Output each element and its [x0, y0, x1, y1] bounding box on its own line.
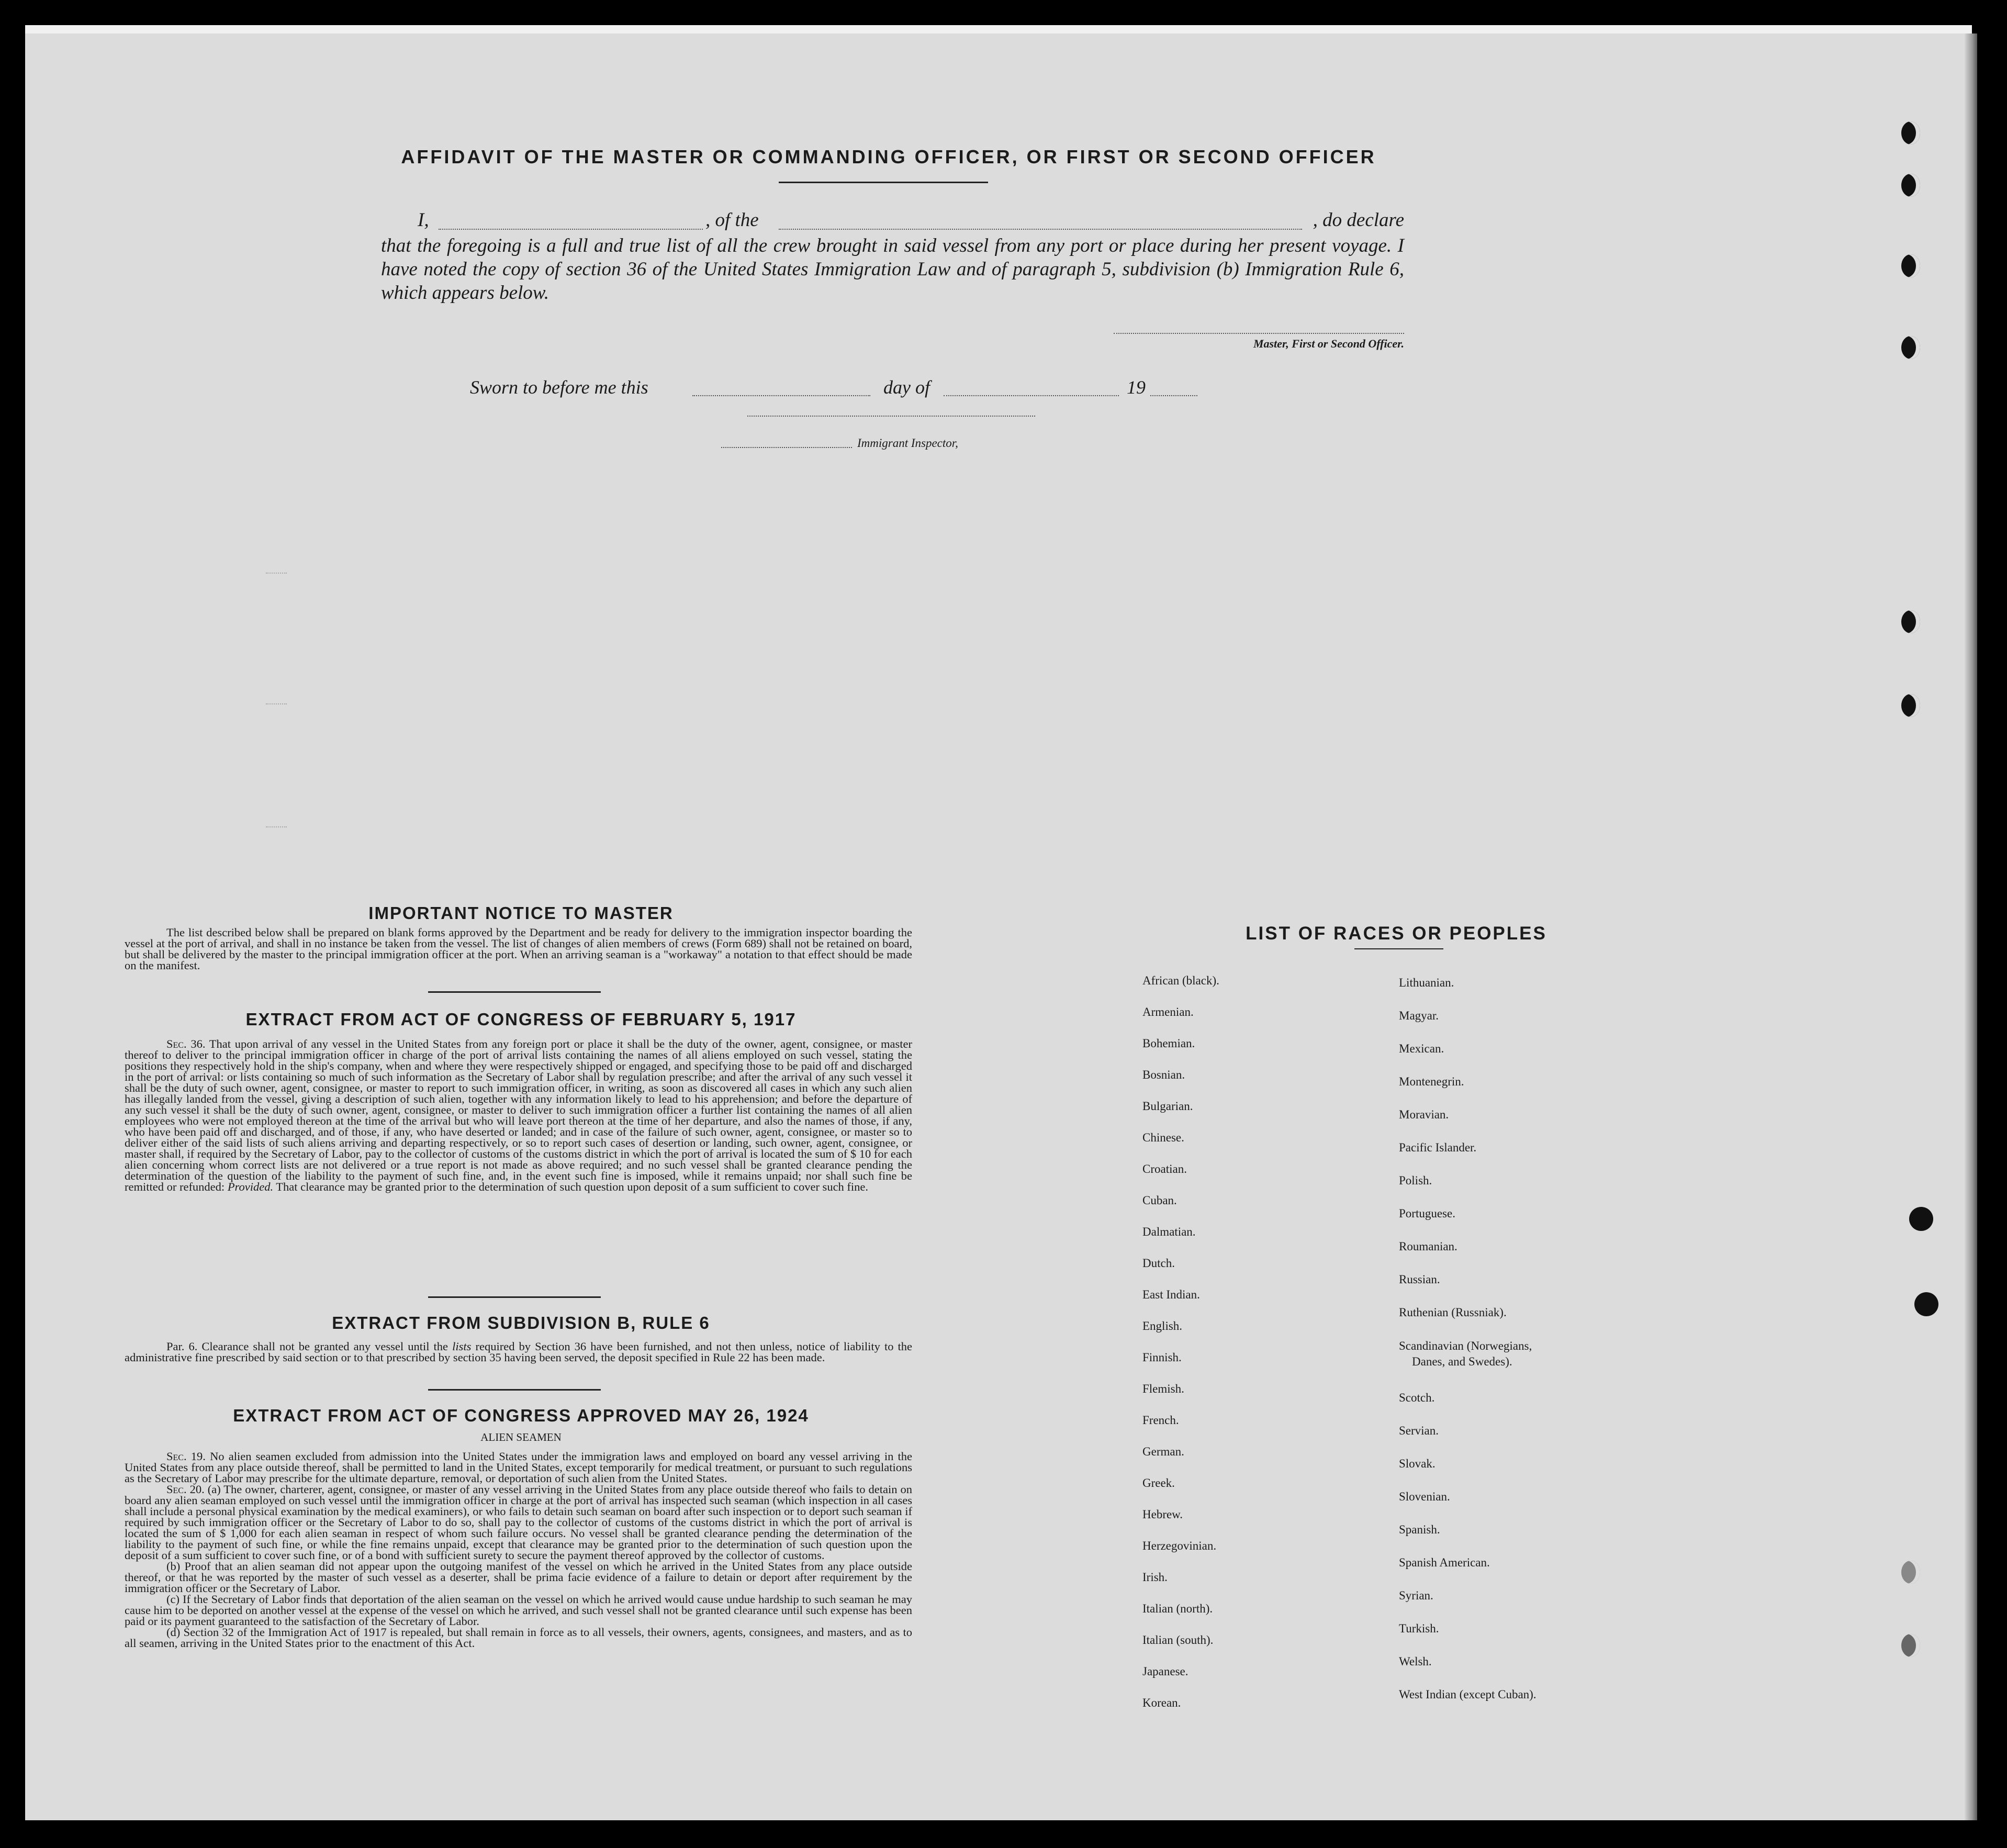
race-item: Italian (south). [1142, 1633, 1214, 1647]
races-left-column [1142, 965, 1219, 1719]
extract-1917-title: EXTRACT FROM ACT OF CONGRESS OF FEBRUARY 5, 1917 [245, 1010, 797, 1029]
extract-rule6-text [125, 1341, 912, 1363]
form-page [25, 25, 1972, 1820]
notice-divider [428, 991, 601, 993]
sworn-day-blank[interactable] [692, 395, 870, 396]
faint-line-1 [266, 573, 287, 574]
race-item: Portuguese. [1399, 1207, 1455, 1220]
race-item: Ruthenian (Russniak). [1399, 1306, 1507, 1319]
sworn-prefix: Sworn to before me this [470, 377, 648, 398]
races-underline [1354, 948, 1443, 949]
sworn-line [470, 376, 1203, 400]
race-item: Danes, and Swedes). [1412, 1355, 1512, 1368]
race-item: Mexican. [1399, 1042, 1444, 1055]
declare-of-the: , of the [705, 209, 759, 231]
extract-rule6-title: EXTRACT FROM SUBDIVISION B, RULE 6 [332, 1313, 710, 1332]
declare-declare: , do declare [1313, 209, 1404, 231]
race-item: Pacific Islander. [1399, 1141, 1477, 1154]
extract-1924-text [125, 1451, 912, 1649]
sec-20-label: Sec. 20. [166, 1483, 205, 1496]
race-item: French. [1142, 1414, 1179, 1427]
race-item: Scotch. [1399, 1391, 1435, 1404]
race-item: English. [1142, 1319, 1183, 1332]
race-item: Montenegrin. [1399, 1075, 1464, 1088]
extract-1924-subtitle: ALIEN SEAMEN [480, 1431, 562, 1443]
inspector-label [857, 436, 1119, 450]
race-item: Italian (north). [1142, 1602, 1213, 1615]
sworn-month-blank[interactable] [944, 395, 1119, 396]
par-6-text-b: required by Section 36 have been furnished, and not then unless, notice of liability to the administrative fine prescribed by said section or to that prescribed by section 35 having been served, the deposit specified in Rule 22 has been made. [125, 1340, 913, 1364]
notice-title: IMPORTANT NOTICE TO MASTER [368, 903, 674, 923]
sec-20d-text: (d) Section 32 of the Immigration Act of 1917 is repealed, but shall remain in force as to all vessels, their owners, agents, consignees, and masters, and as to all seamen, arriving in the United States prior to the enactment of this Act. [125, 1626, 912, 1650]
race-item: Welsh. [1399, 1655, 1432, 1668]
race-item: Turkish. [1399, 1622, 1439, 1635]
sworn-day-of: day of [883, 377, 930, 398]
races-right-column [1399, 966, 1537, 1711]
race-item: East Indian. [1142, 1288, 1200, 1301]
race-item: West Indian (except Cuban). [1399, 1688, 1537, 1701]
vessel-blank[interactable] [779, 229, 1302, 230]
race-item: Armenian. [1142, 1005, 1194, 1018]
extract-1917-divider [428, 1296, 601, 1298]
race-item: Herzegovinian. [1142, 1539, 1217, 1552]
punch-hole-8 [1914, 1292, 1938, 1316]
par-6-lists: lists [452, 1340, 472, 1353]
declare-line [381, 209, 1404, 232]
extract-1924-title: EXTRACT FROM ACT OF CONGRESS APPROVED MAY 26, 1924 [233, 1406, 809, 1425]
races-title: LIST OF RACES OR PEOPLES [1246, 923, 1547, 944]
race-item: Bulgarian. [1142, 1100, 1193, 1113]
par-6-text-a: Clearance shall not be granted any vessel until the [201, 1340, 449, 1353]
race-item: Polish. [1399, 1174, 1432, 1187]
race-item: Finnish. [1142, 1351, 1182, 1364]
race-item: Chinese. [1142, 1131, 1184, 1144]
race-item: Hebrew. [1142, 1508, 1183, 1521]
notice-text [125, 927, 912, 971]
faint-line-2 [266, 703, 287, 704]
sec-20b-text: (b) Proof that an alien seaman did not appear upon the outgoing manifest of the vessel on which he arrived in the United States from any place outside thereof, or that he was reported by the master of such vessel as a deserter, shall be prima facie evidence of a failure to detain or deport after requirement by the immigration officer or the Secretary of Labor. [125, 1560, 912, 1595]
race-item: Servian. [1399, 1424, 1439, 1437]
punch-hole-6 [1901, 694, 1920, 717]
race-item: Japanese. [1142, 1665, 1188, 1678]
race-item: Magyar. [1399, 1009, 1439, 1022]
sec-19-text: No alien seamen excluded from admission into the United States under the immigration laws and employed on board any vessel arriving in the United States from any place outside thereof, shall be permitted to land in the United States, except temporarily for medical treatment, or pursuant to such regulations as the Secretary of Labor may prescribe for the ultimate departure, removal, or deportation of such alien from the United States. [125, 1450, 912, 1485]
inspector-signature-line[interactable] [747, 416, 1035, 417]
punch-hole-2 [1901, 174, 1920, 197]
sec-20a-text: (a) The owner, charterer, agent, consignee, or master of any vessel arriving in the United States from any place outside thereof who fails to detain on board any alien seaman employed on such vessel until the immigration officer in charge at the port of arrival has inspected such seaman (which inspection in all cases shall include a personal physical examination by the medical examiners), or who fails to detain such seaman on board after such inspection or to deport such seaman if required by such immigration officer or the Secretary of Labor to do so, shall pay to the collector of customs of the customs district in which the port of arrival is located the sum of $ 1,000 for each alien seaman in respect of whom such failure occurs. No vessel shall be granted clearance pending the determination of the liability to the payment of such fine, or while the fine remains unpaid, except that clearance may be granted prior to the determination of such question upon the deposit of a sum sufficient to cover such fine, or of a bond with sufficient surety to secure the payment thereof approved by the collector of customs. [125, 1483, 912, 1562]
race-item: Spanish American. [1399, 1556, 1490, 1569]
name-blank[interactable] [439, 229, 703, 230]
declare-i: I, [418, 209, 429, 231]
punch-hole-10 [1901, 1634, 1920, 1657]
race-item: Syrian. [1399, 1589, 1433, 1602]
sec-36-provided: Provided. [227, 1180, 274, 1193]
extract-1917-text [125, 1038, 912, 1192]
race-item: Croatian. [1142, 1162, 1187, 1175]
affidavit-title: AFFIDAVIT OF THE MASTER OR COMMANDING OFFICER, OR FIRST OR SECOND OFFICER [401, 146, 1376, 167]
punch-hole-1 [1901, 121, 1920, 144]
sworn-year-blank[interactable] [1150, 395, 1197, 396]
race-item: Cuban. [1142, 1194, 1177, 1207]
race-item: African (black). [1142, 974, 1219, 987]
race-item: Greek. [1142, 1476, 1175, 1489]
race-item: Scandinavian (Norwegians, [1399, 1339, 1532, 1352]
sec-20c-text: (c) If the Secretary of Labor finds that deportation of the alien seaman on the vessel on which he arrived would cause undue hardship to such seaman he may cause him to be deported on another vessel at the expense of the vessel on which he arrived, and such vessel shall not be granted clearance until such expense has been paid or its payment guaranteed to the satisfaction of the Secretary of Labor. [125, 1593, 912, 1628]
race-item: German. [1142, 1445, 1184, 1458]
race-item: Slovak. [1399, 1457, 1436, 1470]
par-6-label: Par. 6. [166, 1340, 198, 1353]
affidavit-body: that the foregoing is a full and true list of all the crew brought in said vessel from any port or place during her present voyage. I have noted the copy of section 36 of the United States Immigration Law and of paragraph 5, subdivision (b) Immigration Rule 6, which appears below. [381, 235, 1404, 304]
notice-paragraph: The list described below shall be prepared on blank forms approved by the Department and be ready for delivery to the immigration inspector boarding the vessel at the port of arrival, and shall in no instance be taken from the vessel. The list of changes of alien members of crews (Form 689) shall not be retained on board, but shall be delivered by the master to the principal immigration officer at the port. When an arriving seaman is a "workaway" a notation to that effect should be made on the manifest. [125, 926, 912, 972]
race-item: Lithuanian. [1399, 976, 1454, 989]
race-item: Russian. [1399, 1273, 1440, 1286]
faint-line-3 [266, 826, 287, 827]
sworn-year: 19 [1127, 377, 1146, 398]
race-item: Spanish. [1399, 1523, 1440, 1536]
punch-hole-4 [1901, 336, 1920, 359]
race-item: Slovenian. [1399, 1490, 1450, 1503]
sec-36-text-b: That clearance may be granted prior to the determination of such question upon deposit of a sum sufficient to cover such fine. [276, 1180, 869, 1193]
punch-hole-7 [1909, 1207, 1933, 1231]
master-signature-line[interactable] [1114, 333, 1404, 334]
race-item: Bohemian. [1142, 1037, 1195, 1050]
race-item: Korean. [1142, 1696, 1181, 1709]
sec-36-text-a: That upon arrival of any vessel in the United States from any foreign port or place it shall be the duty of the owner, agent, consignee, or master thereof to deliver to the principal immigration officer in charge of the port of arrival lists containing the names of all aliens employed on such vessel, stating the positions they respectively hold in the ship's company, when and where they were respectively shipped or engaged, and specifying those to be paid off and discharged in the port of arrival: or lists containing so much of such information as the Secretary of Labor shall by regulation prescribe; and after the arrival of any such vessel it shall be the duty of such owner, agent, consignee, or master to report to such immigration officer, in writing, as soon as discovered all cases in which any such alien has illegally landed from the vessel, giving a description of such alien, together with any information likely to lead to his apprehension; and before the departure of any such vessel it shall be the duty of such owner, agent, consignee, or master to deliver to such immigration officer a further list containing the names of all alien employees who were not employed thereon at the time of the arrival but who will leave port thereon at the time of her departure, and also the names of those, if any, who have been paid off and discharged, and of those, if any, who have deserted or landed; and in case of the failure of such owner, agent, consignee, or master so to deliver either of the said lists of such aliens arriving and departing respectively, or so to report such cases of desertion or landing, such owner, agent, consignee, or master shall, if required by the Secretary of Labor, pay to the collector of customs of the customs district in which the port of arrival is located the sum of $ 10 for each alien concerning whom correct lists are not delivered or a true report is not made as above required; and no such vessel shall be granted clearance pending the determination of the question of the liability to the payment of such fine, and, in the event such fine is imposed, while it remains unpaid; nor shall such fine be remitted or refunded: [125, 1037, 913, 1193]
title-underline [779, 182, 988, 183]
race-item: Roumanian. [1399, 1240, 1457, 1253]
sec-36-label: Sec. 36. [166, 1037, 206, 1050]
race-item: Moravian. [1399, 1108, 1449, 1121]
race-item: Flemish. [1142, 1382, 1184, 1395]
punch-hole-5 [1901, 610, 1920, 633]
punch-hole-3 [1901, 254, 1920, 277]
master-signature-label: Master, First or Second Officer. [1253, 337, 1404, 350]
race-item: Bosnian. [1142, 1068, 1185, 1081]
race-item: Dutch. [1142, 1257, 1175, 1270]
inspector-label-text: Immigrant Inspector, [857, 436, 958, 450]
inspector-prefix-line[interactable] [721, 447, 852, 448]
punch-hole-9 [1901, 1561, 1920, 1584]
race-item: Dalmatian. [1142, 1225, 1196, 1238]
race-item: Irish. [1142, 1571, 1168, 1584]
extract-rule6-divider [428, 1389, 601, 1391]
sec-19-label: Sec. 19. [166, 1450, 206, 1463]
